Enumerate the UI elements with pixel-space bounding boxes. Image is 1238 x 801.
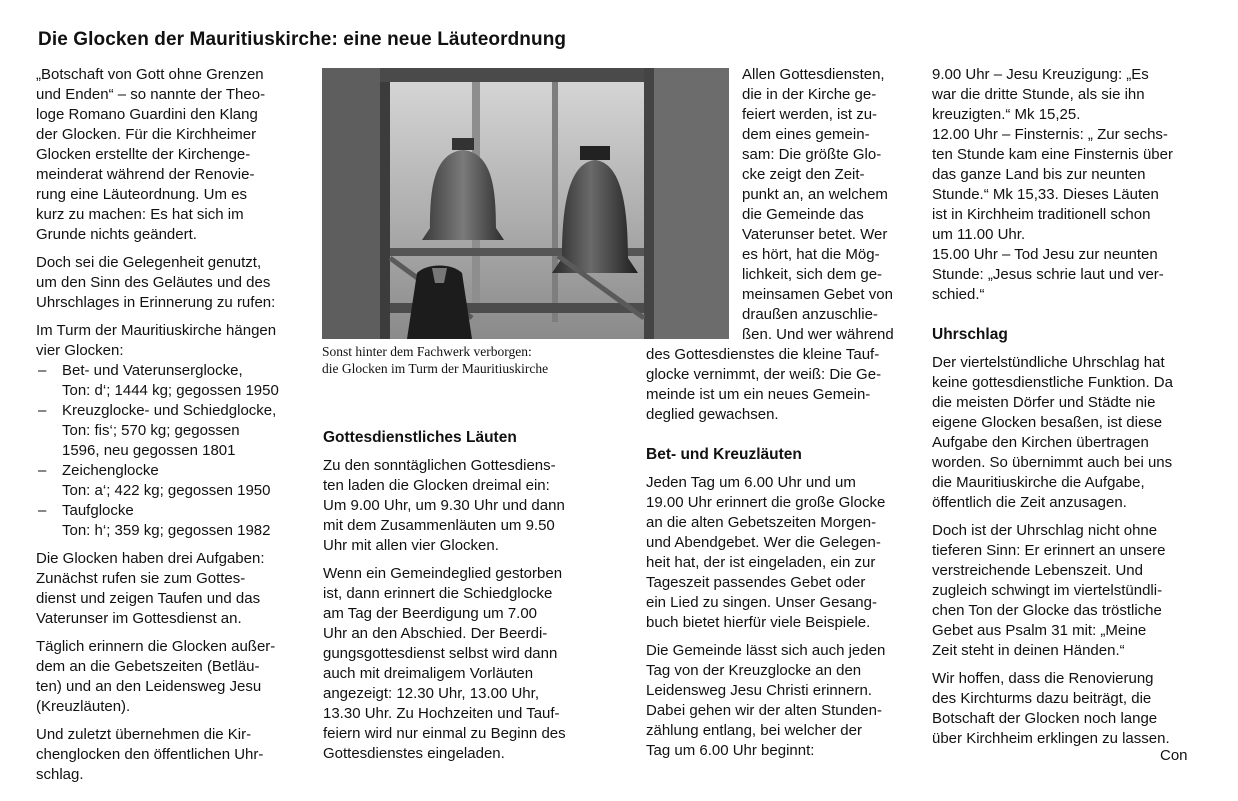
section-heading: Uhrschlag — [932, 326, 1008, 343]
paragraph: Täglich erinnern die Glocken außer- dem an die Gebetszeiten (Betläu- ten) und an den Leidensweg Jesu (Kreuzläuten). — [36, 638, 276, 715]
paragraph: Die Gemeinde lässt sich auch jeden Tag von der Kreuzglocke an den Leidensweg Jesu Christi erinnern. Dabei gehen wir der alten Stunden- zählung entlang, bei welcher der Tag um 6.00 Uhr beginnt: — [646, 642, 886, 759]
list-item: – Bet- und Vaterunserglocke, Ton: d‘; 1444 kg; gegossen 1950 — [36, 361, 306, 401]
paragraph: des Gottesdienstes die kleine Tauf- glocke vernimmt, der weiß: Die Ge- meinde ist um ein neues Gemein- deglied gewachsen. — [646, 346, 882, 423]
paragraph: 9.00 Uhr – Jesu Kreuzigung: „Es war die dritte Stunde, als sie ihn kreuzigten.“ Mk 15,25. 12.00 Uhr – Finsternis: „ Zur sechs- ten Stunde kam eine Finsternis über das ganze Land bis zur neunten Stunde.“ Mk 15,33. Dieses Läuten ist in Kirchheim traditionell schon um 11.00 Uhr. 15.00 Uhr – Tod Jesu zur neunten Stunde: „Jesus schrie laut und ver- schied.“ — [932, 66, 1173, 303]
list-item: – Zeichenglocke Ton: a‘; 422 kg; gegossen 1950 — [36, 461, 306, 501]
column-2 — [323, 428, 593, 764]
paragraph: Wenn ein Gemeindeglied gestorben ist, dann erinnert die Schiedglocke am Tag der Beerdigung um 7.00 Uhr an den Abschied. Der Beerdi- gungsgottesdienst selbst wird dann auch mit dreimaligem Vorläuten angezeigt: 12.30 Uhr, 13.00 Uhr, 13.30 Uhr. Zu Hochzeiten und Tauf- feiern wird nur einmal zu Beginn des Gottesdienstes eingeladen. — [323, 565, 566, 762]
section-heading: Gottesdienstliches Läuten — [323, 429, 517, 446]
paragraph: Der viertelstündliche Uhrschlag hat keine gottesdienstliche Funktion. Da die meisten Dörfer und Städte nie eigene Glocken besaßen, ist diese Aufgabe den Kirchen übertragen worden. So übernimmt auch bei uns die Mauritiuskirche die Aufgabe, öffentlich die Zeit anzusagen. — [932, 354, 1173, 511]
paragraph: Und zuletzt übernehmen die Kir- chenglocken den öffentlichen Uhr- schlag. — [36, 726, 264, 783]
photo-caption: Sonst hinter dem Fachwerk verborgen: die Glocken im Turm der Mauritiuskirche — [322, 344, 549, 376]
paragraph: Die Glocken haben drei Aufgaben: Zunächst rufen sie zum Gottes- dienst und zeigen Taufen und das Vaterunser im Gottesdienst an. — [36, 550, 265, 627]
bell-list — [36, 361, 306, 541]
column-3 — [646, 345, 916, 761]
column-4 — [932, 65, 1212, 749]
paragraph: Im Turm der Mauritiuskirche hängen vier Glocken: — [36, 322, 277, 359]
paragraph: Doch sei die Gelegenheit genutzt, um den Sinn des Geläutes und des Uhrschlages in Erinnerung zu rufen: — [36, 254, 276, 311]
list-item: – Taufglocke Ton: h‘; 359 kg; gegossen 1982 — [36, 501, 306, 541]
bell-tower-photo — [322, 68, 729, 339]
paragraph: Allen Gottesdiensten, die in der Kirche ge- feiert werden, ist zu- dem eines gemein- sam: Die größte Glo- cke zeigt den Zeit- punkt an, an welchem die Gemeinde das Vaterunser betet. Wer es hört, hat die Mög- lichkeit, sich dem ge- meinsamen Gebet von draußen anzuschlie- ßen. Und wer während — [742, 66, 894, 343]
paragraph: Jeden Tag um 6.00 Uhr und um 19.00 Uhr erinnert die große Glocke an die alten Gebetszeiten Morgen- und Abendgebet. Wer die Gelegen- heit hat, der ist eingeladen, ein zur Tageszeit passendes Gebet oder ein Lied zu singen. Unser Gesang- buch bietet hierfür viele Beispiele. — [646, 474, 886, 631]
column-3-top — [742, 65, 912, 345]
column-1 — [36, 65, 306, 785]
paragraph: Doch ist der Uhrschlag nicht ohne tieferen Sinn: Er erinnert an unsere verstreichende Lebenszeit. Und zugleich schwingt im viertelstündli- chen Ton der Glocke das tröstliche Gebet aus Psalm 31 mit: „Meine Zeit steht in deinen Händen.“ — [932, 522, 1166, 659]
bells-image — [322, 68, 729, 339]
paragraph: Wir hoffen, dass die Renovierung des Kirchturms dazu beiträgt, die Botschaft der Glocken noch lange über Kirchheim erklingen zu lassen. — [932, 670, 1170, 747]
intro-paragraph: „Botschaft von Gott ohne Grenzen und Enden“ – so nannte der Theo- loge Romano Guardini den Klang der Glocken. Für die Kirchheimer Glocken erstellte der Kirchenge- meinderat während der Renovie- rung eine Läuteordnung. Um es kurz zu machen: Es hat sich im Grunde nichts geändert. — [36, 66, 266, 243]
article-title: Die Glocken der Mauritiuskirche: eine neue Läuteordnung — [38, 29, 567, 50]
list-item: – Kreuzglocke- und Schiedglocke, Ton: fis‘; 570 kg; gegossen 1596, neu gegossen 1801 — [36, 401, 306, 461]
paragraph: Zu den sonntäglichen Gottesdiens- ten laden die Glocken dreimal ein: Um 9.00 Uhr, um 9.30 Uhr und dann mit dem Zusammenläuten um 9.50 Uhr mit allen vier Glocken. — [323, 457, 565, 554]
section-heading: Bet- und Kreuzläuten — [646, 446, 802, 463]
author-signature: Con — [1160, 747, 1188, 764]
